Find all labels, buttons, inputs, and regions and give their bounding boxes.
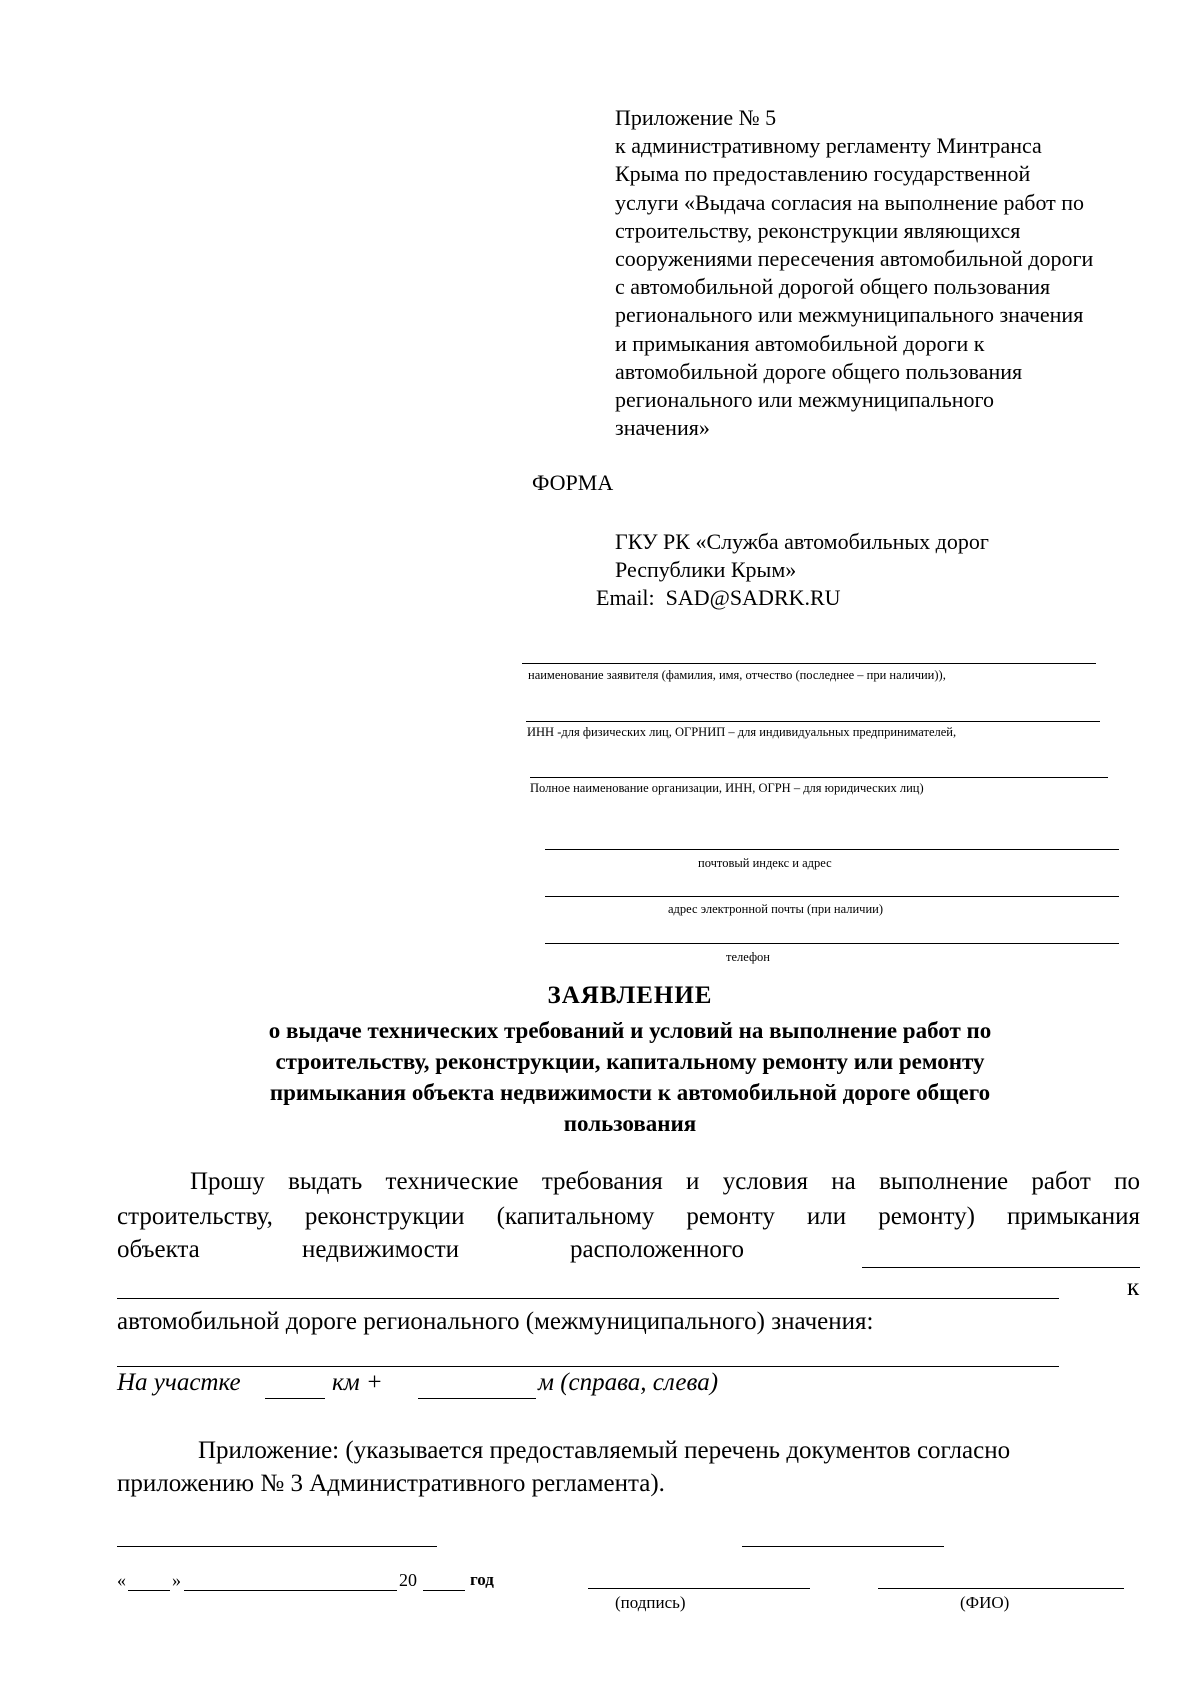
request-word-property: недвижимости — [302, 1236, 460, 1263]
section-km-label: км + — [332, 1369, 383, 1396]
applicant-name-line[interactable] — [522, 663, 1096, 664]
annex-line: регионального или межмуниципального — [615, 387, 994, 413]
annex-line: Приложение № 5 — [615, 105, 777, 130]
request-line-1: Прошу выдать технические требования и условия на выполнение работ по — [190, 1168, 1140, 1195]
road-field-line[interactable] — [117, 1366, 1059, 1367]
annex-header — [615, 104, 1175, 442]
date-year-prefix: 20 — [399, 1570, 417, 1590]
signature-line[interactable] — [588, 1588, 810, 1589]
annex-line: строительству, реконструкции являющихся — [615, 217, 1021, 243]
applicant-inn-line[interactable] — [526, 721, 1100, 722]
form-label: ФОРМА — [532, 470, 614, 495]
date-close-quote: » — [172, 1570, 181, 1590]
signature-top-line-right[interactable] — [742, 1546, 944, 1547]
fio-line[interactable] — [878, 1588, 1124, 1589]
section-label: На участке — [117, 1369, 241, 1396]
applicant-address-line[interactable] — [545, 849, 1119, 850]
date-year-line[interactable] — [423, 1590, 465, 1591]
recipient-line-1: ГКУ РК «Служба автомобильных дорог — [615, 529, 989, 554]
annex-line: регионального или межмуниципального значения — [615, 302, 1084, 328]
attachment-line-1: Приложение: (указывается предоставляемый перечень документов согласно — [198, 1437, 1011, 1464]
annex-line: сооружениями пересечения автомобильной дороги — [615, 246, 1094, 272]
email-value: SAD@SADRK.RU — [665, 585, 841, 610]
request-word-k: к — [1127, 1274, 1140, 1301]
applicant-phone-caption: телефон — [726, 950, 770, 964]
email-label: Email: — [596, 585, 655, 610]
applicant-email-line[interactable] — [545, 896, 1119, 897]
applicant-name-caption: наименование заявителя (фамилия, имя, отчество (последнее – при наличии)), — [528, 668, 946, 682]
document-subtitle-line: строительству, реконструкции, капитальному ремонту или ремонту — [275, 1049, 985, 1074]
date-open-quote: « — [117, 1570, 126, 1590]
date-month-line[interactable] — [184, 1590, 397, 1591]
applicant-inn-caption: ИНН -для физических лиц, ОГРНИП – для индивидуальных предпринимателей, — [527, 725, 957, 739]
attachment-line-2: приложению № 3 Административного регламента). — [117, 1470, 665, 1497]
request-word-located: расположенного — [570, 1236, 745, 1263]
signature-caption: (подпись) — [615, 1593, 686, 1612]
m-field-line[interactable] — [418, 1398, 536, 1399]
date-year-suffix: год — [470, 1570, 494, 1589]
annex-line: автомобильной дороге общего пользования — [615, 358, 1023, 384]
document-subtitle-line: примыкания объекта недвижимости к автомобильной дороге общего — [269, 1080, 991, 1105]
applicant-org-caption: Полное наименование организации, ИНН, ОГРН – для юридических лиц) — [530, 781, 924, 795]
signature-top-line-left[interactable] — [117, 1546, 437, 1547]
applicant-phone-line[interactable] — [545, 943, 1119, 944]
km-field-line[interactable] — [265, 1398, 325, 1399]
fio-caption: (ФИО) — [960, 1593, 1010, 1612]
annex-line: к административному регламенту Минтранса — [615, 133, 1042, 159]
applicant-email-caption: адрес электронной почты (при наличии) — [668, 902, 883, 916]
request-word-object: объекта — [117, 1236, 200, 1263]
document-title: ЗАЯВЛЕНИЕ — [547, 982, 713, 1009]
recipient-line-2: Республики Крым» — [615, 557, 797, 582]
request-line-4: автомобильной дороге регионального (межмуниципального) значения: — [117, 1308, 874, 1335]
annex-line: услуги «Выдача согласия на выполнение работ по — [615, 189, 1085, 215]
applicant-org-line[interactable] — [530, 777, 1108, 778]
section-m-label: м (справа, слева) — [538, 1369, 719, 1396]
annex-line: значения» — [615, 415, 710, 441]
applicant-address-caption: почтовый индекс и адрес — [698, 856, 832, 870]
annex-line: Крыма по предоставлению государственной — [615, 161, 1031, 187]
request-line-2: строительству, реконструкции (капитальному ремонту или ремонту) примыкания — [117, 1203, 1140, 1230]
recipient-email-row — [596, 584, 841, 612]
location-field-line-2[interactable] — [117, 1298, 1059, 1299]
date-day-line[interactable] — [128, 1590, 170, 1591]
document-subtitle-line: о выдаче технических требований и условий на выполнение работ по — [268, 1018, 992, 1043]
document-subtitle-line: пользования — [563, 1111, 697, 1136]
annex-line: с автомобильной дорогой общего пользования — [615, 274, 1051, 300]
location-field-line-1[interactable] — [862, 1267, 1140, 1268]
annex-line: и примыкания автомобильной дороги к — [615, 330, 985, 356]
